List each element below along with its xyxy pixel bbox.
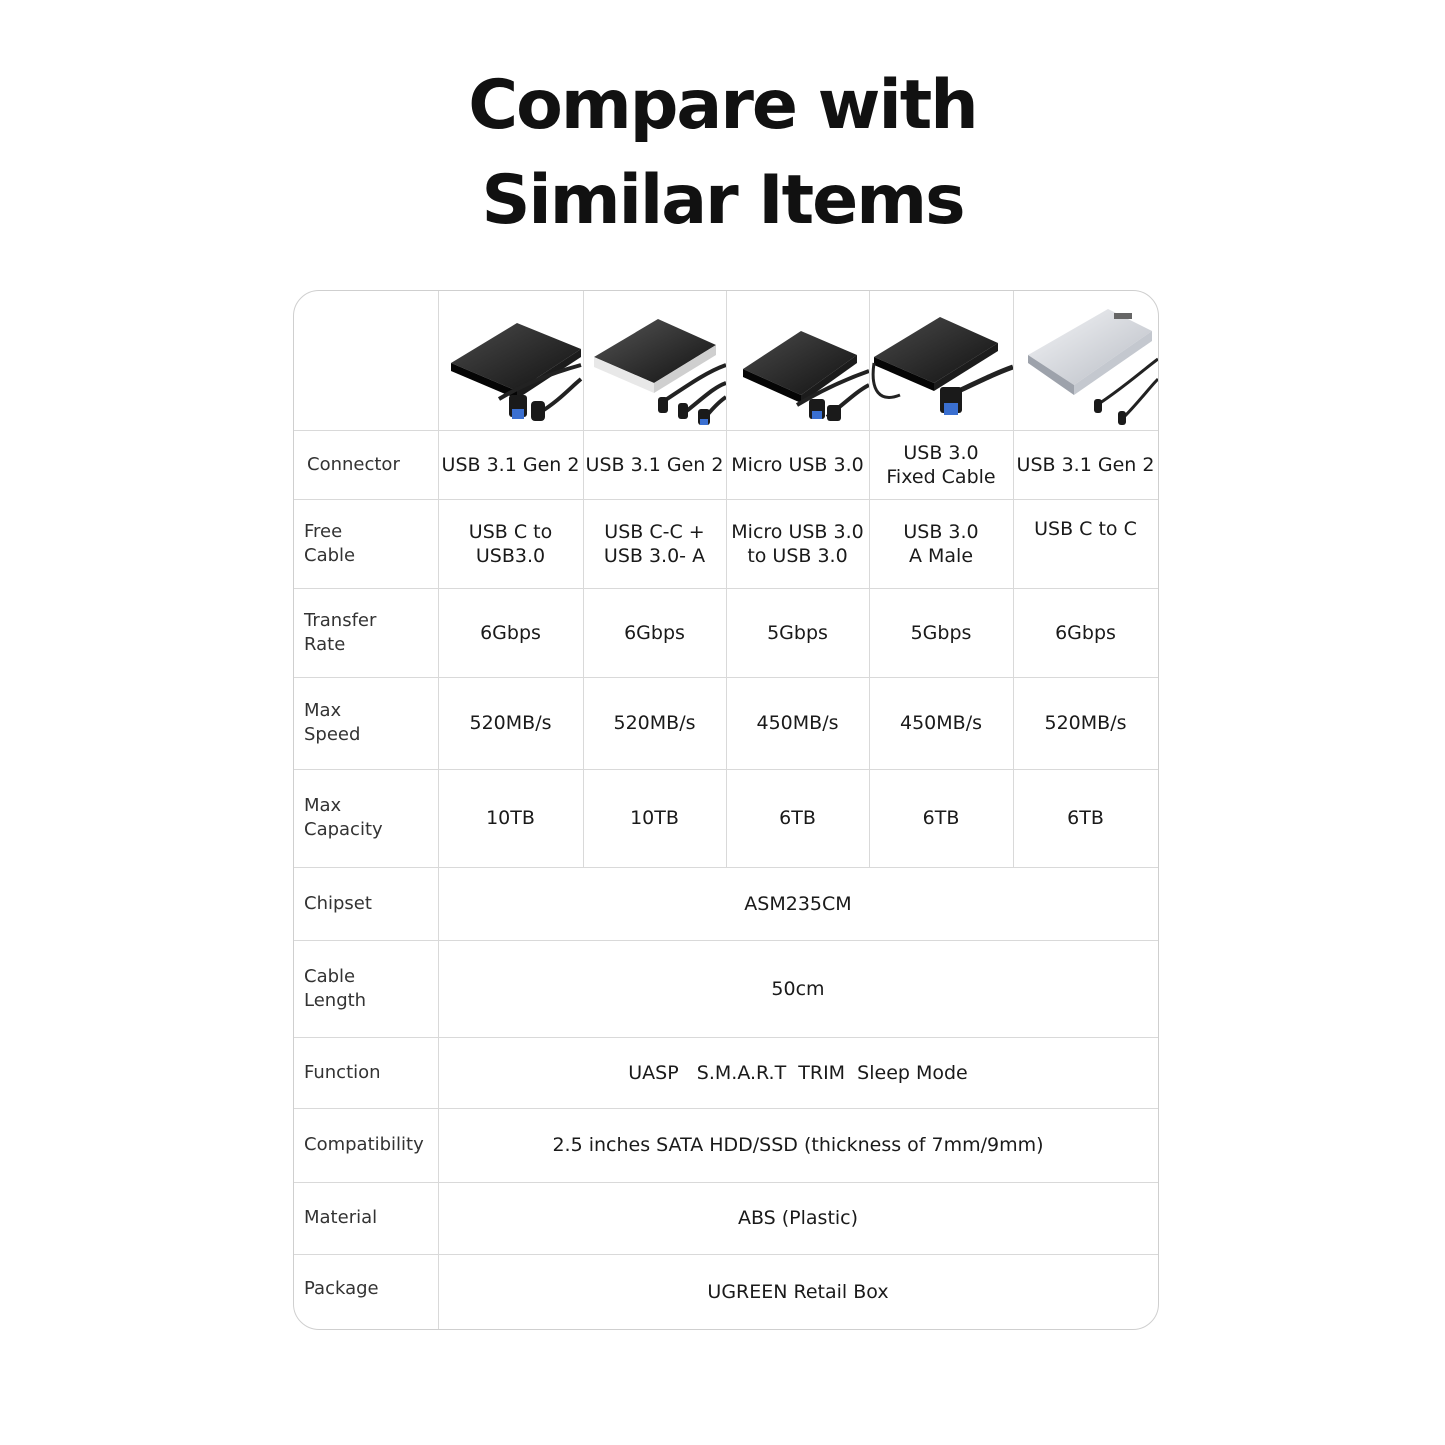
page-title [0, 58, 1445, 248]
table-cell: 450MB/s [900, 712, 982, 734]
table-cell-wide: 50cm [771, 977, 825, 1000]
black-hdd-enclosure-fixed-cable-icon [870, 291, 1013, 430]
row-label-cable-length: Cable Length [304, 965, 367, 1011]
table-cell: USB C to C [1034, 518, 1137, 540]
table-cell: 6TB [1067, 807, 1104, 829]
black-hdd-enclosure-three-cables-icon [584, 291, 726, 430]
table-cell-wide: UGREEN Retail Box [707, 1280, 889, 1303]
table-cell: USB C to USB3.0 [468, 520, 553, 567]
table-cell: USB 3.1 Gen 2 [441, 453, 580, 476]
table-cell: USB 3.0 Fixed Cable [886, 441, 996, 488]
row-label-material: Material [304, 1207, 378, 1228]
table-cell: 520MB/s [469, 712, 552, 734]
table-cell: Micro USB 3.0 to USB 3.0 [731, 520, 864, 567]
table-cell: 6Gbps [1055, 621, 1116, 644]
table-cell: 10TB [630, 807, 679, 829]
comparison-table [293, 290, 1159, 1330]
table-cell: Micro USB 3.0 [731, 453, 864, 476]
row-label-connector: Connector [307, 453, 400, 475]
row-label-max-speed: Max Speed [304, 700, 361, 745]
black-hdd-enclosure-usb-c-cable-icon [439, 291, 583, 430]
title-line-2: Similar Items [481, 161, 964, 240]
table-cell: 6Gbps [480, 621, 541, 644]
table-cell: USB 3.1 Gen 2 [585, 453, 724, 476]
table-cell: 450MB/s [756, 712, 839, 734]
table-cell: USB 3.1 Gen 2 [1016, 453, 1155, 476]
title-line-1: Compare with [468, 66, 977, 145]
table-cell: USB C-C + USB 3.0- A [603, 520, 706, 567]
table-cell-wide: UASP S.M.A.R.T TRIM Sleep Mode [628, 1061, 968, 1084]
table-cell: 6TB [779, 807, 816, 829]
table-cell-wide: 2.5 inches SATA HDD/SSD (thickness of 7mm/9mm) [552, 1134, 1044, 1156]
table-cell-wide: ASM235CM [744, 892, 852, 915]
black-hdd-enclosure-micro-usb-cable-icon [727, 291, 869, 430]
table-cell: 10TB [486, 807, 535, 829]
table-cell: 520MB/s [1044, 712, 1127, 734]
table-cell: 5Gbps [910, 621, 972, 644]
row-label-function: Function [304, 1061, 381, 1083]
row-label-free-cable: Free Cable [304, 520, 356, 566]
table-cell: 6TB [922, 807, 960, 829]
row-label-chipset: Chipset [304, 892, 372, 914]
table-cell-wide: ABS (Plastic) [737, 1207, 859, 1229]
table-cell: 6Gbps [624, 621, 685, 644]
silver-hdd-enclosure-usb-c-cable-icon [1014, 291, 1158, 430]
row-label-package: Package [304, 1278, 379, 1299]
table-cell: 520MB/s [613, 712, 696, 734]
row-label-compatibility: Compatibility [304, 1134, 424, 1155]
row-label-max-capacity: Max Capacity [304, 795, 383, 840]
table-cell: 5Gbps [767, 621, 828, 644]
table-cell: USB 3.0 A Male [903, 520, 979, 567]
row-label-transfer-rate: Transfer Rate [304, 609, 377, 655]
